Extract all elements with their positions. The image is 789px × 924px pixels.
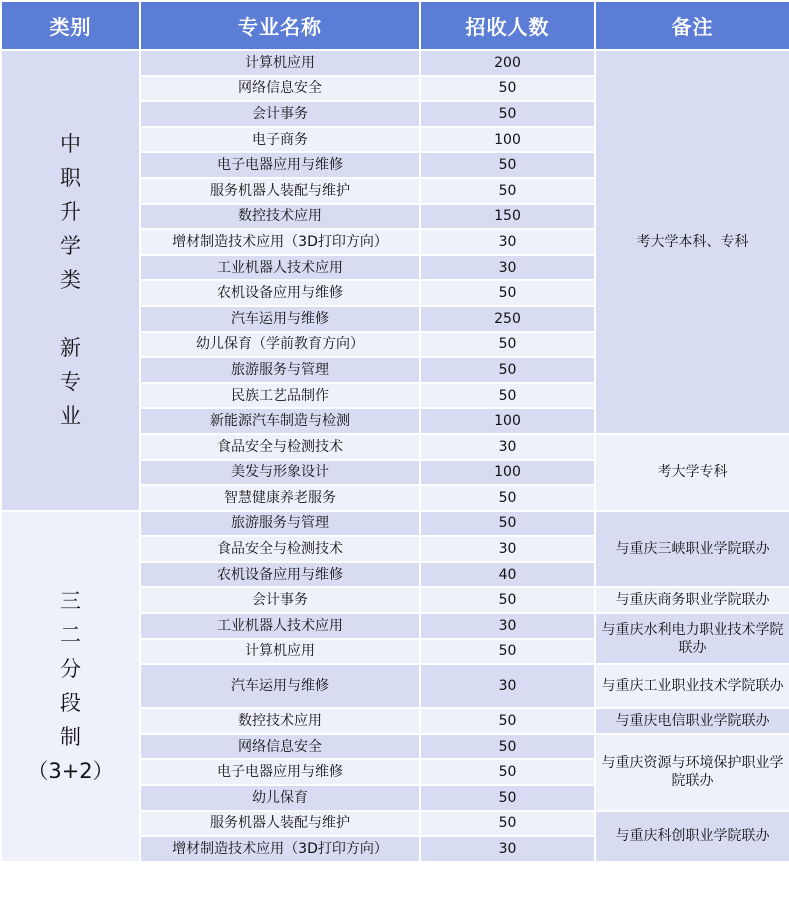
major-cell: 幼儿保育 bbox=[140, 785, 420, 811]
category-char: 专 bbox=[60, 370, 81, 395]
count-cell: 50 bbox=[420, 152, 595, 178]
count-cell: 50 bbox=[420, 511, 595, 537]
note-cell: 考大学本科、专科 bbox=[595, 50, 789, 434]
count-cell: 250 bbox=[420, 306, 595, 332]
header-note: 备注 bbox=[595, 1, 789, 50]
count-cell: 50 bbox=[420, 383, 595, 409]
category-char: （3+2） bbox=[27, 759, 114, 784]
major-cell: 电子电器应用与维修 bbox=[140, 152, 420, 178]
major-cell: 增材制造技术应用（3D打印方向） bbox=[140, 836, 420, 862]
major-cell: 工业机器人技术应用 bbox=[140, 613, 420, 639]
major-cell: 服务机器人装配与维护 bbox=[140, 811, 420, 837]
major-cell: 网络信息安全 bbox=[140, 734, 420, 760]
count-cell: 100 bbox=[420, 408, 595, 434]
count-cell: 50 bbox=[420, 639, 595, 665]
major-cell: 网络信息安全 bbox=[140, 76, 420, 102]
major-cell: 幼儿保育（学前教育方向） bbox=[140, 332, 420, 358]
count-cell: 150 bbox=[420, 204, 595, 230]
major-cell: 电子商务 bbox=[140, 127, 420, 153]
major-cell: 民族工艺品制作 bbox=[140, 383, 420, 409]
header-count: 招收人数 bbox=[420, 1, 595, 50]
major-cell: 食品安全与检测技术 bbox=[140, 434, 420, 460]
major-cell: 计算机应用 bbox=[140, 50, 420, 76]
count-cell: 50 bbox=[420, 759, 595, 785]
major-cell: 增材制造技术应用（3D打印方向） bbox=[140, 229, 420, 255]
category-cell-3plus2 bbox=[1, 511, 140, 862]
count-cell: 50 bbox=[420, 708, 595, 734]
count-cell: 50 bbox=[420, 811, 595, 837]
note-cell: 与重庆商务职业学院联办 bbox=[595, 587, 789, 613]
major-cell: 新能源汽车制造与检测 bbox=[140, 408, 420, 434]
category-char: 升 bbox=[60, 200, 81, 225]
category-char: 新 bbox=[60, 336, 81, 361]
count-cell: 30 bbox=[420, 536, 595, 562]
header-row bbox=[1, 1, 789, 50]
note-cell: 与重庆水利电力职业技术学院联办 bbox=[595, 613, 789, 664]
count-cell: 40 bbox=[420, 562, 595, 588]
count-cell: 50 bbox=[420, 178, 595, 204]
major-cell: 汽车运用与维修 bbox=[140, 306, 420, 332]
header-category: 类别 bbox=[1, 1, 140, 50]
category-char: 类 bbox=[60, 268, 81, 293]
major-cell: 工业机器人技术应用 bbox=[140, 255, 420, 281]
count-cell: 50 bbox=[420, 485, 595, 511]
major-cell: 汽车运用与维修 bbox=[140, 664, 420, 708]
count-cell: 30 bbox=[420, 836, 595, 862]
count-cell: 100 bbox=[420, 460, 595, 486]
major-cell: 电子电器应用与维修 bbox=[140, 759, 420, 785]
count-cell: 30 bbox=[420, 229, 595, 255]
count-cell: 50 bbox=[420, 357, 595, 383]
major-cell: 服务机器人装配与维护 bbox=[140, 178, 420, 204]
major-cell: 农机设备应用与维修 bbox=[140, 562, 420, 588]
note-cell: 考大学专科 bbox=[595, 434, 789, 511]
count-cell: 200 bbox=[420, 50, 595, 76]
major-cell: 农机设备应用与维修 bbox=[140, 280, 420, 306]
count-cell: 30 bbox=[420, 613, 595, 639]
category-char: 制 bbox=[60, 725, 81, 750]
header-major: 专业名称 bbox=[140, 1, 420, 50]
category-char: 三 bbox=[60, 589, 81, 614]
major-cell: 数控技术应用 bbox=[140, 708, 420, 734]
count-cell: 30 bbox=[420, 664, 595, 708]
category-cell-secondary bbox=[1, 50, 140, 511]
note-cell: 与重庆电信职业学院联办 bbox=[595, 708, 789, 734]
count-cell: 50 bbox=[420, 332, 595, 358]
table-row bbox=[1, 50, 789, 76]
count-cell: 50 bbox=[420, 587, 595, 613]
count-cell: 50 bbox=[420, 76, 595, 102]
count-cell: 100 bbox=[420, 127, 595, 153]
major-cell: 美发与形象设计 bbox=[140, 460, 420, 486]
major-cell: 旅游服务与管理 bbox=[140, 511, 420, 537]
count-cell: 50 bbox=[420, 101, 595, 127]
category-char: 二 bbox=[60, 623, 81, 648]
note-cell: 与重庆资源与环境保护职业学院联办 bbox=[595, 734, 789, 811]
count-cell: 50 bbox=[420, 280, 595, 306]
category-char: 学 bbox=[60, 234, 81, 259]
count-cell: 30 bbox=[420, 434, 595, 460]
count-cell: 50 bbox=[420, 734, 595, 760]
major-cell: 会计事务 bbox=[140, 101, 420, 127]
category-char: 分 bbox=[60, 657, 81, 682]
category-char: 业 bbox=[60, 404, 81, 429]
count-cell: 50 bbox=[420, 785, 595, 811]
count-cell: 30 bbox=[420, 255, 595, 281]
note-cell: 与重庆工业职业技术学院联办 bbox=[595, 664, 789, 708]
major-cell: 数控技术应用 bbox=[140, 204, 420, 230]
table-row bbox=[1, 511, 789, 537]
major-cell: 食品安全与检测技术 bbox=[140, 536, 420, 562]
major-cell: 旅游服务与管理 bbox=[140, 357, 420, 383]
major-cell: 计算机应用 bbox=[140, 639, 420, 665]
major-cell: 会计事务 bbox=[140, 587, 420, 613]
note-cell: 与重庆三峡职业学院联办 bbox=[595, 511, 789, 588]
category-char bbox=[67, 297, 74, 331]
category-char: 段 bbox=[60, 691, 81, 716]
major-cell: 智慧健康养老服务 bbox=[140, 485, 420, 511]
note-cell: 与重庆科创职业学院联办 bbox=[595, 811, 789, 862]
category-char: 职 bbox=[60, 166, 81, 191]
category-char: 中 bbox=[60, 132, 81, 157]
